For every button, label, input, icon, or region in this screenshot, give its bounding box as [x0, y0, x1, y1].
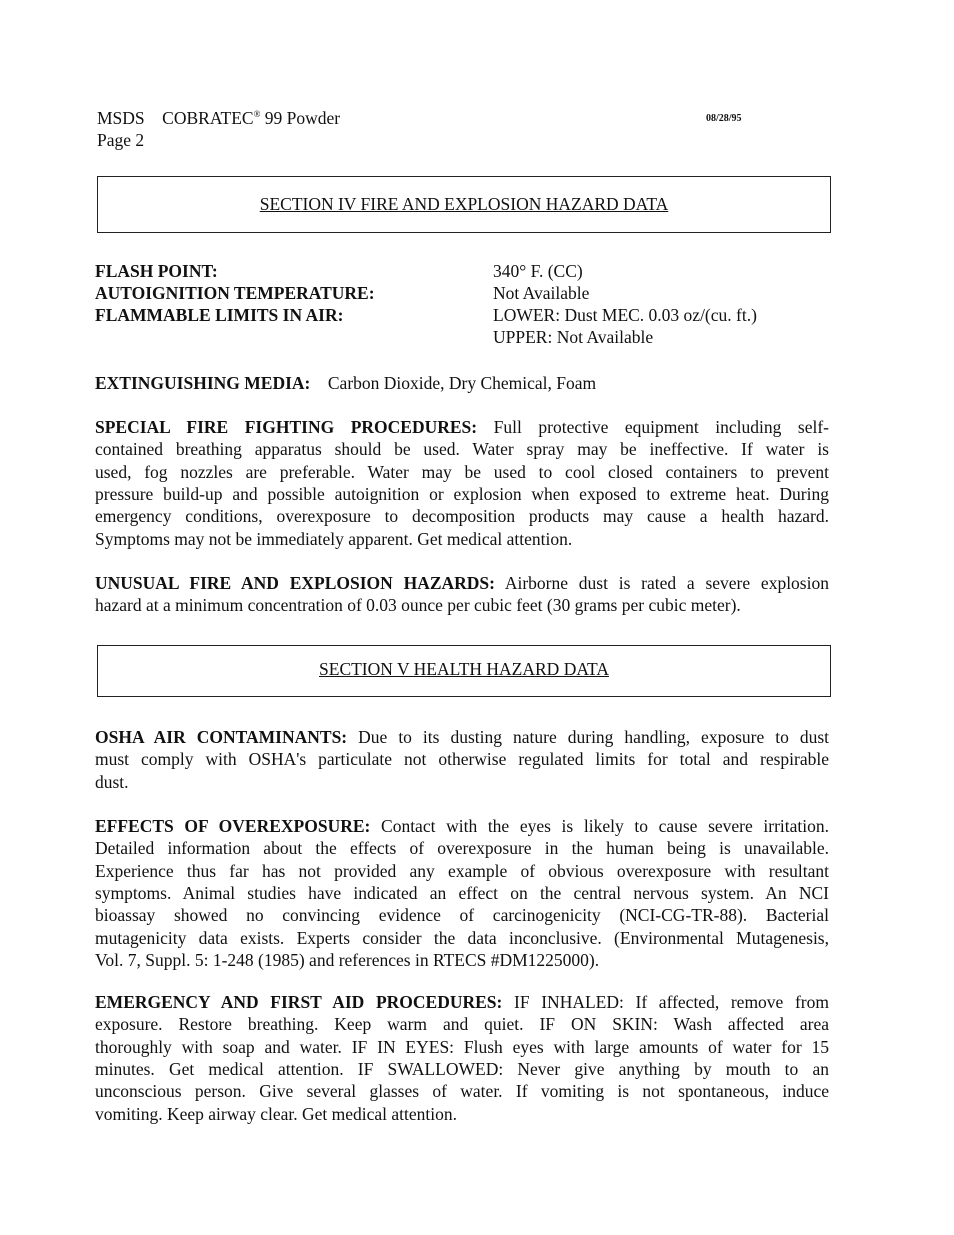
document-header	[97, 108, 340, 129]
paragraph-line: exposure. Restore breathing. Keep warm and quiet. IF ON SKIN: Wash affected area	[95, 1014, 829, 1035]
paragraph-line: bioassay showed no convincing evidence of carcinogenicity (NCI-CG-TR-88). Bacterial	[95, 905, 829, 926]
paragraph-line: minutes. Get medical attention. IF SWALLOWED: Never give anything by mouth to an	[95, 1058, 829, 1079]
paragraph-text: Contact with the eyes is likely to cause severe irritation.	[381, 816, 829, 836]
property-label: FLASH POINT:	[95, 261, 218, 281]
paragraph-line: symptoms. Animal studies have indicated an effect on the central nervous system. An NCI	[95, 882, 829, 903]
paragraph-line	[95, 572, 829, 594]
product-name-rest: 99 Powder	[264, 108, 341, 128]
paragraph-line: unconscious person. Give several glasses of water. If vomiting is not spontaneous, induce	[95, 1081, 829, 1102]
paragraph-line: emergency conditions, overexposure to decomposition products may cause a health hazard.	[95, 506, 829, 527]
paragraph-line	[95, 416, 829, 438]
section-4-box	[97, 176, 831, 233]
paragraph-heading: EFFECTS OF OVEREXPOSURE:	[95, 816, 371, 836]
extinguishing-value: Carbon Dioxide, Dry Chemical, Foam	[327, 373, 597, 393]
paragraph-line: dust.	[95, 771, 129, 792]
doc-type: MSDS	[97, 108, 145, 128]
paragraph-text: IF INHALED: If affected, remove from	[514, 992, 829, 1012]
product-name: COBRATEC	[162, 108, 254, 128]
paragraph-line: Symptoms may not be immediately apparent. Get medical attention.	[95, 528, 573, 549]
paragraph-line: contained breathing apparatus should be used. Water spray may be ineffective. If water is	[95, 439, 829, 460]
property-value: 340° F. (CC)	[493, 261, 583, 281]
section-4-title: SECTION IV FIRE AND EXPLOSION HAZARD DATA	[259, 194, 669, 214]
paragraph-heading: UNUSUAL FIRE AND EXPLOSION HAZARDS:	[95, 573, 495, 593]
document-date: 08/28/95	[706, 113, 742, 124]
paragraph-line	[95, 726, 829, 748]
paragraph-heading: OSHA AIR CONTAMINANTS:	[95, 727, 348, 747]
extinguishing-label: EXTINGUISHING MEDIA:	[95, 373, 311, 393]
paragraph-line	[95, 815, 829, 837]
paragraph-line: vomiting. Keep airway clear. Get medical attention.	[95, 1103, 458, 1124]
paragraph-text: Due to its dusting nature during handling, exposure to dust	[358, 727, 829, 747]
paragraph-line: must comply with OSHA's particulate not otherwise regulated limits for total and respirable	[95, 749, 829, 770]
property-label: FLAMMABLE LIMITS IN AIR:	[95, 305, 344, 325]
paragraph-line: thoroughly with soap and water. IF IN EYES: Flush eyes with large amounts of water for 15	[95, 1036, 829, 1057]
property-value: Not Available	[493, 283, 590, 303]
section-5-box	[97, 645, 831, 697]
paragraph-text: Airborne dust is rated a severe explosion	[504, 573, 829, 593]
paragraph-line: Vol. 7, Suppl. 5: 1-248 (1985) and references in RTECS #DM1225000).	[95, 949, 600, 970]
paragraph-heading: EMERGENCY AND FIRST AID PROCEDURES:	[95, 992, 503, 1012]
paragraph-text: Full protective equipment including self-	[493, 417, 829, 437]
property-value: LOWER: Dust MEC. 0.03 oz/(cu. ft.)	[493, 305, 757, 325]
property-value: UPPER: Not Available	[493, 327, 654, 347]
property-label: AUTOIGNITION TEMPERATURE:	[95, 283, 375, 303]
paragraph-line: used, fog nozzles are preferable. Water may be used to cool closed containers to prevent	[95, 461, 829, 482]
paragraph-heading: SPECIAL FIRE FIGHTING PROCEDURES:	[95, 417, 478, 437]
page-number: Page 2	[97, 130, 145, 150]
paragraph-line: hazard at a minimum concentration of 0.03 ounce per cubic feet (30 grams per cubic meter).	[95, 595, 741, 616]
section-5-title: SECTION V HEALTH HAZARD DATA	[319, 659, 609, 679]
registered-mark: ®	[253, 109, 261, 120]
paragraph-line: pressure build-up and possible autoignition or explosion when exposed to extreme heat. During	[95, 483, 829, 504]
paragraph-line: Experience thus far has not provided any example of obvious overexposure with resultant	[95, 860, 829, 881]
extinguishing-media	[95, 372, 829, 394]
paragraph-line	[95, 991, 829, 1013]
paragraph-line: Detailed information about the effects of overexposure in the human being is unavailable.	[95, 838, 829, 859]
paragraph-line: mutagenicity data exists. Experts consider the data inconclusive. (Environmental Mutagenesis,	[95, 927, 829, 948]
